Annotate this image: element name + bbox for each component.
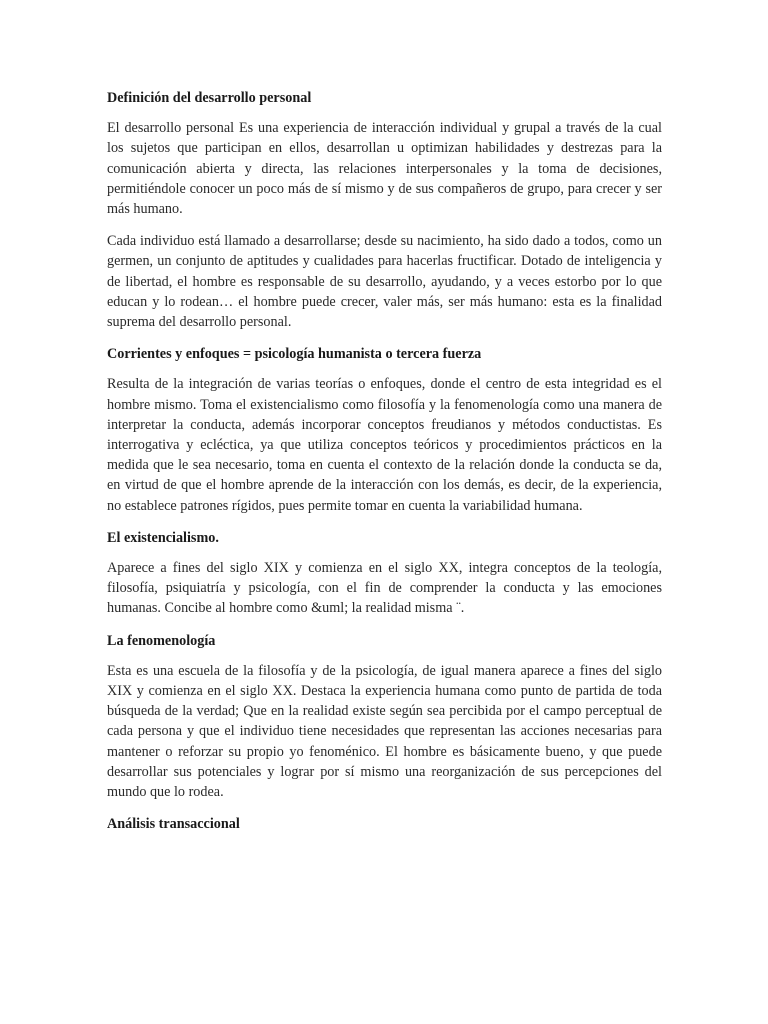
paragraph-definicion-2: Cada individuo está llamado a desarrollarse; desde su nacimiento, ha sido dado a todos, como un germen, un conjunto de aptitudes y cualidades para hacerlas fructificar. Dotado de inteligencia y de libertad, el hombre es responsable de su desarrollo, ayudando, y a veces estorbo por lo que educan y lo rodean… el hombre puede crecer, valer más, ser más humano: esta es la finalidad suprema del desarrollo personal.	[107, 233, 662, 331]
paragraph-definicion-1: El desarrollo personal Es una experiencia de interacción individual y grupal a través de la cual los sujetos que participan en ellos, desarrollan u optimizan habilidades y destrezas para la comunicación abierta y directa, las relaciones interpersonales y la toma de decisiones, permitiéndole conocer un poco más de sí mismo y de sus compañeros de grupo, para crecer y ser más humano.	[107, 120, 662, 218]
document-body	[107, 88, 662, 835]
section-heading-fenomenologia: La fenomenología	[107, 632, 216, 649]
section-heading-analisis-transaccional: Análisis transaccional	[107, 816, 240, 833]
paragraph-fenomenologia-1: Esta es una escuela de la filosofía y de la psicología, de igual manera aparece a fines del siglo XIX y comienza en el siglo XX. Destaca la experiencia humana como punto de partida de toda búsqueda de la verdad; Que en la realidad existe según sea percibida por el campo perceptual de cada persona y que el individuo tiene necesidades que representan las acciones necesarias para mantener o reforzar su propio yo fenoménico. El hombre es básicamente bueno, y que puede desarrollar sus potenciales y lograr por sí mismo una reorganización de sus percepciones del mundo que lo rodea.	[107, 662, 662, 801]
section-heading-corrientes: Corrientes y enfoques = psicología humanista o tercera fuerza	[107, 346, 482, 363]
section-heading-existencialismo: El existencialismo.	[107, 529, 219, 546]
section-heading-definicion: Definición del desarrollo personal	[107, 90, 312, 106]
paragraph-existencialismo-1: Aparece a fines del siglo XIX y comienza en el siglo XX, integra conceptos de la teología, filosofía, psiquiatría y psicología, con el fin de comprender la conducta y las emociones humanas. Concibe al hombre como &uml; la realidad misma ¨.	[107, 560, 662, 617]
paragraph-corrientes-1: Resulta de la integración de varias teorías o enfoques, donde el centro de esta integridad es el hombre mismo. Toma el existencialismo como filosofía y la fenomenología como una manera de interpretar la conducta, además incorporar conceptos freudianos y métodos conductistas. Es interrogativa y ecléctica, ya que utiliza conceptos teóricos y procedimientos prácticos en la medida que le sea necesario, toma en cuenta el contexto de la relación donde la conducta se da, en virtud de que el hombre aprende de la interacción con los demás, es decir, de la experiencia, no establece patrones rígidos, pues permite tomar en cuenta la variabilidad humana.	[107, 376, 662, 514]
